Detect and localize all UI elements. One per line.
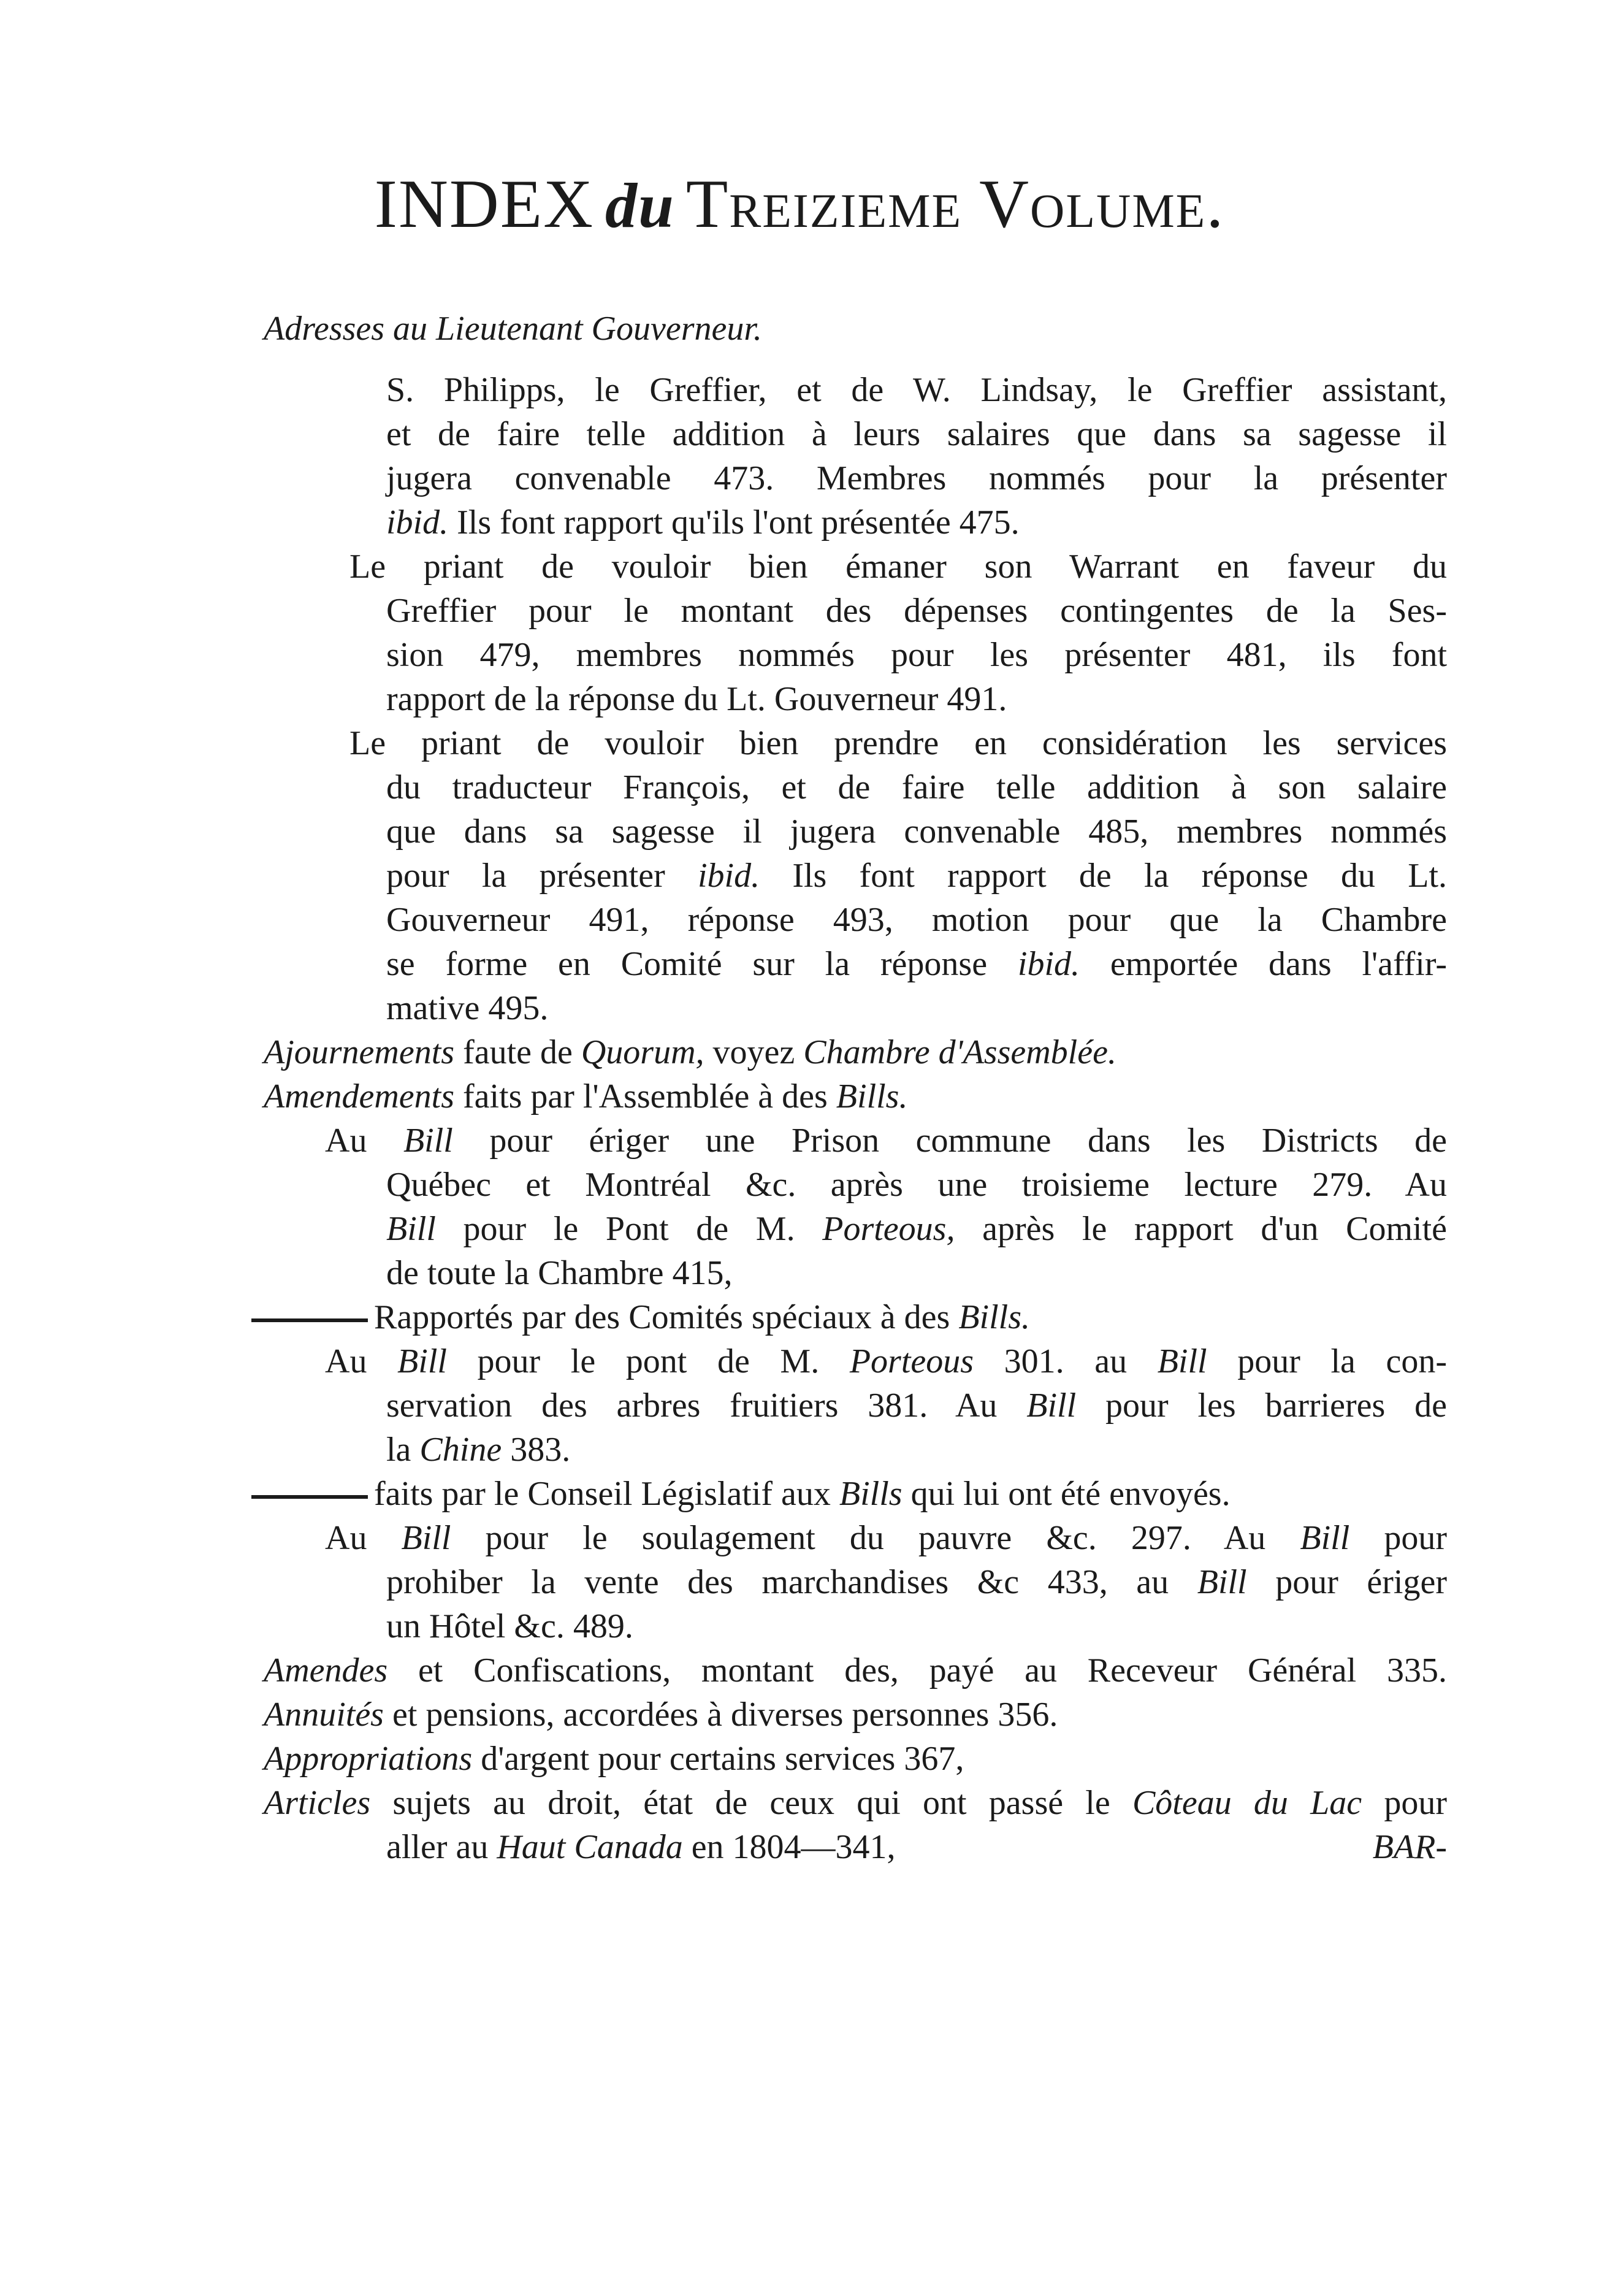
index-line <box>264 1693 1447 1737</box>
index-line <box>386 986 1447 1030</box>
italic-text: Bill <box>1157 1342 1207 1380</box>
line-text: prohiber la vente des marchandises &c 433, au <box>386 1563 1197 1601</box>
line-text: après le rapport d'un Comité <box>955 1210 1447 1248</box>
line-text: que dans sa sagesse il jugera convenable 485, membres nommés <box>386 813 1447 851</box>
index-line <box>386 1163 1447 1207</box>
line-text: Le priant de vouloir bien émaner son Warrant en faveur du <box>349 548 1447 586</box>
index-line <box>386 589 1447 633</box>
line-text: aller au <box>386 1828 497 1866</box>
italic-text: Amendements <box>264 1077 455 1115</box>
italic-text: Ajournements <box>264 1033 455 1071</box>
index-line <box>264 1074 1447 1119</box>
line-text: Ils font rapport qu'ils l'ont présentée 475. <box>448 503 1020 541</box>
line-text: S. Philipps, le Greffier, et de W. Lindsay, le Greffier assistant, <box>386 371 1447 409</box>
line-text: se forme en Comité sur la réponse <box>386 945 1018 983</box>
line-text: Rapportés par des Comités spéciaux à des <box>374 1298 959 1336</box>
italic-text: Côteau du Lac <box>1132 1784 1362 1822</box>
line-text: sion 479, membres nommés pour les présenter 481, ils font <box>386 636 1447 674</box>
index-line <box>386 809 1447 854</box>
italic-text: Bill <box>397 1342 447 1380</box>
italic-text: ibid. <box>386 503 449 541</box>
line-text: faits par l'Assemblée à des <box>454 1077 836 1115</box>
line-text: Québec et Montréal &c. après une troisieme lecture 279. Au <box>386 1166 1447 1204</box>
index-entries <box>264 307 1447 1869</box>
line-text: rapport de la réponse du Lt. Gouverneur 491. <box>386 680 1007 718</box>
italic-text: Articles <box>264 1784 371 1822</box>
ditto-dash <box>251 1495 368 1499</box>
index-line <box>386 1251 1447 1295</box>
italic-text: Bill <box>386 1210 436 1248</box>
index-line <box>386 1383 1447 1428</box>
line-text: un Hôtel &c. 489. <box>386 1607 633 1645</box>
index-line <box>386 854 1447 898</box>
italic-text: Bill <box>401 1519 451 1557</box>
italic-text: Bills. <box>836 1077 908 1115</box>
line-text: pour la présenter <box>386 857 698 895</box>
italic-text: Quorum, <box>581 1033 704 1071</box>
line-text: qui lui ont été envoyés. <box>902 1475 1231 1513</box>
line-text: et pensions, accordées à diverses personnes 356. <box>383 1696 1058 1734</box>
italic-text: Adresses au Lieutenant Gouverneur. <box>264 310 762 348</box>
line-text: pour la con- <box>1207 1342 1447 1380</box>
italic-text: Amendes <box>264 1651 388 1689</box>
line-text: emportée dans l'affir- <box>1080 945 1447 983</box>
italic-text: ibid. <box>697 857 760 895</box>
italic-text: Bill <box>1197 1563 1247 1601</box>
italic-text: Haut Canada <box>497 1828 683 1866</box>
ditto-dash <box>251 1318 368 1322</box>
index-line <box>386 1560 1447 1604</box>
line-text: voyez <box>704 1033 804 1071</box>
line-text: Au <box>325 1519 402 1557</box>
index-line <box>386 456 1447 500</box>
line-text: faits par le Conseil Législatif aux <box>374 1475 839 1513</box>
index-line <box>386 1207 1447 1251</box>
index-line <box>386 1428 1447 1472</box>
italic-text: Annuités <box>264 1696 384 1734</box>
title-rest: Treizieme Volume. <box>685 166 1225 242</box>
index-line <box>386 633 1447 677</box>
index-line <box>264 1030 1447 1074</box>
index-line <box>386 898 1447 942</box>
italic-text: Bill <box>403 1122 453 1160</box>
italic-text: Bill <box>1300 1519 1350 1557</box>
line-text: de toute la Chambre 415, <box>386 1254 733 1292</box>
line-text: jugera convenable 473. Membres nommés pour la présenter <box>386 459 1447 497</box>
index-line <box>264 1295 1447 1339</box>
line-text: pour <box>1362 1784 1448 1822</box>
index-line <box>349 721 1447 765</box>
index-line <box>264 307 1447 351</box>
line-text: sujets au droit, état de ceux qui ont passé le <box>370 1784 1132 1822</box>
line-text: Gouverneur 491, réponse 493, motion pour que la Chambre <box>386 901 1447 939</box>
index-line <box>264 1472 1447 1516</box>
index-line <box>325 1516 1447 1560</box>
index-line <box>386 942 1447 986</box>
line-text: pour le pont de M. <box>446 1342 850 1380</box>
line-text: servation des arbres fruitiers 381. Au <box>386 1387 1027 1425</box>
line-text: et Confiscations, montant des, payé au Receveur Général 335. <box>387 1651 1447 1689</box>
index-line <box>264 1781 1447 1825</box>
index-line <box>349 545 1447 589</box>
index-line <box>386 412 1447 456</box>
italic-text: Bills <box>839 1475 903 1513</box>
line-text: Greffier pour le montant des dépenses contingentes de la Ses- <box>386 592 1447 630</box>
italic-text: Porteous, <box>822 1210 955 1248</box>
line-text: pour ériger une Prison commune dans les Districts de <box>452 1122 1447 1160</box>
index-line <box>386 765 1447 809</box>
line-text: pour ériger <box>1246 1563 1447 1601</box>
line-text: pour les barrieres de <box>1076 1387 1448 1425</box>
italic-text: Chine <box>419 1431 502 1469</box>
index-line <box>386 677 1447 721</box>
line-text: Ils font rapport de la réponse du Lt. <box>760 857 1448 895</box>
line-text: la <box>386 1431 420 1469</box>
line-text: mative 495. <box>386 989 549 1027</box>
italic-text: Chambre d'Assemblée. <box>803 1033 1116 1071</box>
line-text: du traducteur François, et de faire telle addition à son salaire <box>386 768 1447 806</box>
italic-text: Bills. <box>958 1298 1030 1336</box>
index-line <box>325 1339 1447 1383</box>
index-line <box>386 500 1447 545</box>
index-line <box>386 1825 1447 1869</box>
catchword: BAR- <box>1372 1828 1447 1866</box>
line-text: 301. au <box>974 1342 1158 1380</box>
title-main: INDEX <box>374 166 594 242</box>
index-line <box>264 1648 1447 1693</box>
line-text: pour le soulagement du pauvre &c. 297. Au <box>451 1519 1300 1557</box>
line-text: d'argent pour certains services 367, <box>472 1740 964 1778</box>
line-text: Au <box>325 1122 403 1160</box>
index-line <box>264 1737 1447 1781</box>
title-connector: du <box>605 170 675 241</box>
index-line <box>386 1604 1447 1648</box>
line-text: Le priant de vouloir bien prendre en considération les services <box>349 724 1447 762</box>
line-text: en 1804—341, <box>682 1828 896 1866</box>
line-gap <box>264 351 1447 368</box>
index-line <box>325 1119 1447 1163</box>
line-text: 383. <box>502 1431 571 1469</box>
page-title <box>0 164 1599 246</box>
line-text: pour <box>1349 1519 1447 1557</box>
index-line <box>386 368 1447 412</box>
line-text: et de faire telle addition à leurs salaires que dans sa sagesse il <box>386 415 1447 453</box>
italic-text: Bill <box>1026 1387 1077 1425</box>
italic-text: ibid. <box>1017 945 1080 983</box>
italic-text: Porteous <box>849 1342 974 1380</box>
italic-text: Appropriations <box>264 1740 473 1778</box>
line-text: Au <box>325 1342 398 1380</box>
line-text: pour le Pont de M. <box>435 1210 823 1248</box>
line-text: faute de <box>454 1033 581 1071</box>
